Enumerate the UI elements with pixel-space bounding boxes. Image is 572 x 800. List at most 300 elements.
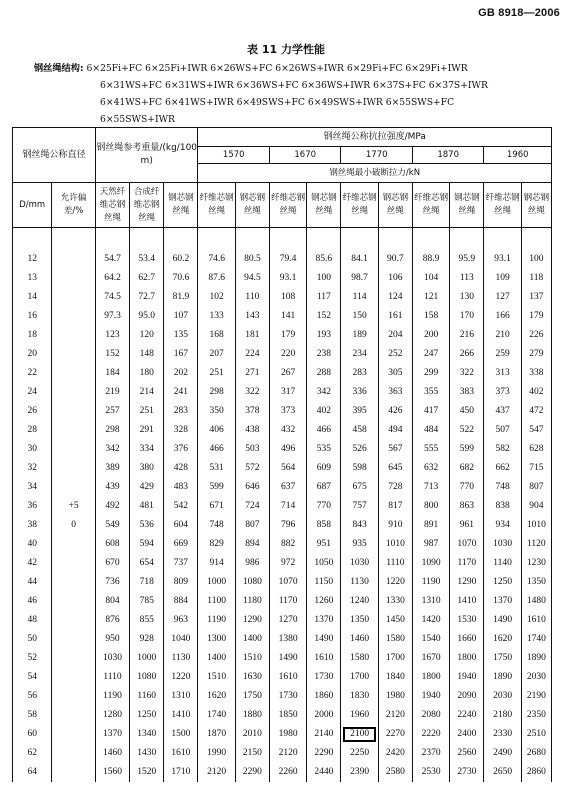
standard-number: GB 8918—2006 <box>478 7 560 19</box>
value-cell: 1050 <box>307 554 341 573</box>
value-cell: 298 <box>95 421 129 440</box>
value-cell: 675 <box>341 478 378 497</box>
value-cell: 972 <box>269 554 306 573</box>
value-cell: 95.9 <box>450 250 484 269</box>
value-cell: 494 <box>378 421 412 440</box>
value-cell: 118 <box>521 269 551 288</box>
diameter-cell: 64 <box>13 763 52 782</box>
value-cell: 1180 <box>235 592 269 611</box>
diameter-cell: 62 <box>13 744 52 763</box>
spacer-cell <box>95 228 129 251</box>
value-cell: 1860 <box>307 687 341 706</box>
value-cell: 148 <box>130 345 164 364</box>
value-cell: 785 <box>130 592 164 611</box>
value-cell: 1190 <box>95 687 129 706</box>
strength-grade: 1570 <box>198 147 269 164</box>
value-cell: 376 <box>164 440 198 459</box>
mechanical-properties-table <box>12 127 552 782</box>
diameter-cell: 20 <box>13 345 52 364</box>
value-cell: 106 <box>378 269 412 288</box>
value-cell: 181 <box>235 326 269 345</box>
value-cell: 950 <box>95 630 129 649</box>
value-cell: 736 <box>95 573 129 592</box>
fiber-core-header: 纤维芯钢丝绳 <box>341 183 378 228</box>
value-cell: 1450 <box>378 611 412 630</box>
value-cell: 1870 <box>198 725 235 744</box>
value-cell: 2140 <box>307 725 341 744</box>
value-cell: 1140 <box>484 554 521 573</box>
value-cell: 402 <box>307 402 341 421</box>
value-cell: 1540 <box>412 630 449 649</box>
value-cell: 322 <box>235 383 269 402</box>
value-cell: 1250 <box>484 573 521 592</box>
value-cell: 1350 <box>521 573 551 592</box>
value-cell: 1070 <box>269 573 306 592</box>
value-cell: 2000 <box>307 706 341 725</box>
value-cell: 124 <box>378 288 412 307</box>
value-cell: 252 <box>378 345 412 364</box>
value-cell: 1830 <box>341 687 378 706</box>
value-cell: 1310 <box>164 687 198 706</box>
value-cell: 843 <box>341 516 378 535</box>
value-cell: 450 <box>450 402 484 421</box>
diameter-cell: 54 <box>13 668 52 687</box>
value-cell: 2220 <box>412 725 449 744</box>
value-cell: 1010 <box>521 516 551 535</box>
value-cell: 1850 <box>269 706 306 725</box>
value-cell: 1110 <box>95 668 129 687</box>
value-cell: 1890 <box>521 649 551 668</box>
spacer-cell <box>521 228 551 251</box>
value-cell: 604 <box>164 516 198 535</box>
steel-core-header: 钢芯钢丝绳 <box>235 183 269 228</box>
value-cell: 200 <box>412 326 449 345</box>
value-cell: 1220 <box>378 573 412 592</box>
value-cell: 1260 <box>307 592 341 611</box>
value-cell: 522 <box>450 421 484 440</box>
fiber-core-header: 纤维芯钢丝绳 <box>198 183 235 228</box>
value-cell: 1150 <box>307 573 341 592</box>
value-cell: 2560 <box>450 744 484 763</box>
value-cell: 1070 <box>450 535 484 554</box>
value-cell: 383 <box>450 383 484 402</box>
d-mm-header: D/mm <box>13 183 52 228</box>
value-cell: 609 <box>307 459 341 478</box>
diameter-cell: 42 <box>13 554 52 573</box>
value-cell: 1400 <box>198 649 235 668</box>
value-cell: 484 <box>412 421 449 440</box>
value-cell: 1700 <box>378 649 412 668</box>
value-cell: 84.1 <box>341 250 378 269</box>
value-cell: 669 <box>164 535 198 554</box>
diameter-cell: 52 <box>13 649 52 668</box>
diameter-cell: 16 <box>13 307 52 326</box>
value-cell: 628 <box>521 440 551 459</box>
value-cell: 1040 <box>164 630 198 649</box>
value-cell: 1490 <box>307 630 341 649</box>
value-cell: 2120 <box>378 706 412 725</box>
value-cell: 549 <box>95 516 129 535</box>
value-cell: 241 <box>164 383 198 402</box>
value-cell: 1370 <box>484 592 521 611</box>
value-cell: 1750 <box>235 687 269 706</box>
value-cell: 714 <box>269 497 306 516</box>
value-cell: 152 <box>307 307 341 326</box>
spacer-cell <box>307 228 341 251</box>
value-cell: 1080 <box>130 668 164 687</box>
value-cell: 437 <box>484 402 521 421</box>
structure-label: 钢丝绳结构: <box>34 63 84 74</box>
value-cell: 1700 <box>341 668 378 687</box>
value-cell: 1030 <box>95 649 129 668</box>
value-cell: 81.9 <box>164 288 198 307</box>
value-cell: 1960 <box>341 706 378 725</box>
value-cell: 93.1 <box>269 269 306 288</box>
steel-core-header: 钢芯钢丝绳 <box>164 183 198 228</box>
value-cell: 1730 <box>269 687 306 706</box>
value-cell: 555 <box>412 440 449 459</box>
value-cell: 1580 <box>341 649 378 668</box>
value-cell: 380 <box>130 459 164 478</box>
value-cell: 481 <box>130 497 164 516</box>
value-cell: 267 <box>269 364 306 383</box>
value-cell: 1510 <box>235 649 269 668</box>
value-cell: 526 <box>341 440 378 459</box>
value-cell: 951 <box>307 535 341 554</box>
value-cell: 62.7 <box>130 269 164 288</box>
value-cell: 876 <box>95 611 129 630</box>
value-cell: 1000 <box>130 649 164 668</box>
fiber-core-header: 纤维芯钢丝绳 <box>484 183 521 228</box>
strength-grade: 1770 <box>341 147 412 164</box>
spacer-cell <box>269 228 306 251</box>
value-cell: 161 <box>378 307 412 326</box>
value-cell: 395 <box>341 402 378 421</box>
value-cell: 807 <box>521 478 551 497</box>
synthetic-fiber-header: 合成纤维芯钢丝绳 <box>130 183 164 228</box>
value-cell: 1420 <box>412 611 449 630</box>
value-cell: 130 <box>450 288 484 307</box>
value-cell: 632 <box>412 459 449 478</box>
diameter-cell: 18 <box>13 326 52 345</box>
value-cell: 882 <box>269 535 306 554</box>
value-cell: 728 <box>378 478 412 497</box>
spacer-cell <box>13 228 52 251</box>
value-cell: 2270 <box>378 725 412 744</box>
value-cell: 1290 <box>235 611 269 630</box>
value-cell: 1170 <box>269 592 306 611</box>
value-cell: 807 <box>235 516 269 535</box>
value-cell: 120 <box>130 326 164 345</box>
value-cell: 1250 <box>130 706 164 725</box>
value-cell: 283 <box>164 402 198 421</box>
value-cell: 53.4 <box>130 250 164 269</box>
value-cell: 216 <box>450 326 484 345</box>
value-cell: 1430 <box>130 744 164 763</box>
break-force-header: 钢丝绳最小破断拉力/kN <box>198 164 552 183</box>
value-cell: 1410 <box>450 592 484 611</box>
value-cell: 1580 <box>378 630 412 649</box>
value-cell: 2490 <box>484 744 521 763</box>
value-cell: 757 <box>341 497 378 516</box>
value-cell: 1080 <box>235 573 269 592</box>
value-cell: 2120 <box>198 763 235 782</box>
value-cell: 135 <box>164 326 198 345</box>
value-cell: 298 <box>198 383 235 402</box>
value-cell: 715 <box>521 459 551 478</box>
value-cell: 858 <box>307 516 341 535</box>
value-cell: 2680 <box>521 744 551 763</box>
value-cell: 1940 <box>450 668 484 687</box>
value-cell: 313 <box>484 364 521 383</box>
value-cell: 671 <box>198 497 235 516</box>
value-cell: 1380 <box>269 630 306 649</box>
value-cell: 238 <box>307 345 341 364</box>
value-cell: 1290 <box>450 573 484 592</box>
value-cell: 748 <box>484 478 521 497</box>
value-cell: 855 <box>130 611 164 630</box>
natural-fiber-header: 天然纤维芯钢丝绳 <box>95 183 129 228</box>
value-cell: 928 <box>130 630 164 649</box>
tolerance-header: 允许偏差/% <box>52 183 96 228</box>
value-cell: 389 <box>95 459 129 478</box>
value-cell: 189 <box>341 326 378 345</box>
spacer-cell <box>378 228 412 251</box>
fiber-core-header: 纤维芯钢丝绳 <box>269 183 306 228</box>
value-cell: 406 <box>198 421 235 440</box>
value-cell: 564 <box>269 459 306 478</box>
value-cell: 884 <box>164 592 198 611</box>
weight-header: 钢丝绳参考重量/(kg/100 m) <box>95 128 198 183</box>
value-cell: 687 <box>307 478 341 497</box>
value-cell: 87.6 <box>198 269 235 288</box>
value-cell: 378 <box>235 402 269 421</box>
value-cell: 291 <box>130 421 164 440</box>
value-cell: 80.5 <box>235 250 269 269</box>
structure-line-3: 6×41WS+FC 6×41WS+IWR 6×49SWS+FC 6×49SWS+IWR 6×55SWS+FC <box>100 97 455 108</box>
value-cell: 645 <box>378 459 412 478</box>
value-cell: 334 <box>130 440 164 459</box>
value-cell: 1130 <box>341 573 378 592</box>
value-cell: 507 <box>484 421 521 440</box>
value-cell: 2730 <box>450 763 484 782</box>
value-cell: 143 <box>235 307 269 326</box>
value-cell: 1980 <box>269 725 306 744</box>
value-cell: 1280 <box>95 706 129 725</box>
value-cell: 70.6 <box>164 269 198 288</box>
value-cell: 109 <box>484 269 521 288</box>
value-cell: 535 <box>307 440 341 459</box>
value-cell: 1160 <box>130 687 164 706</box>
value-cell: 202 <box>164 364 198 383</box>
value-cell: 1730 <box>307 668 341 687</box>
value-cell: 90.7 <box>378 250 412 269</box>
value-cell: 74.6 <box>198 250 235 269</box>
value-cell: 724 <box>235 497 269 516</box>
value-cell: 305 <box>378 364 412 383</box>
steel-core-header: 钢芯钢丝绳 <box>521 183 551 228</box>
value-cell: 1840 <box>378 668 412 687</box>
value-cell: 800 <box>412 497 449 516</box>
value-cell: 117 <box>307 288 341 307</box>
diameter-cell: 40 <box>13 535 52 554</box>
value-cell: 317 <box>269 383 306 402</box>
value-cell: 654 <box>130 554 164 573</box>
value-cell: 1500 <box>164 725 198 744</box>
value-cell: 1880 <box>235 706 269 725</box>
diameter-cell: 32 <box>13 459 52 478</box>
value-cell: 428 <box>164 459 198 478</box>
value-cell: 152 <box>95 345 129 364</box>
value-cell: 1030 <box>484 535 521 554</box>
value-cell: 2350 <box>521 706 551 725</box>
diameter-cell: 44 <box>13 573 52 592</box>
value-cell: 2090 <box>450 687 484 706</box>
value-cell: 93.1 <box>484 250 521 269</box>
value-cell: 110 <box>235 288 269 307</box>
value-cell: 226 <box>521 326 551 345</box>
value-cell: 2240 <box>450 706 484 725</box>
value-cell: 432 <box>269 421 306 440</box>
value-cell: 1610 <box>269 668 306 687</box>
value-cell: 2420 <box>378 744 412 763</box>
value-cell: 1670 <box>412 649 449 668</box>
value-cell: 2650 <box>484 763 521 782</box>
value-cell: 2530 <box>412 763 449 782</box>
value-cell: 1220 <box>164 668 198 687</box>
spacer-cell <box>235 228 269 251</box>
diameter-cell: 36 <box>13 497 52 516</box>
value-cell: 809 <box>164 573 198 592</box>
fiber-core-header: 纤维芯钢丝绳 <box>412 183 449 228</box>
diameter-header: 钢丝绳公称直径 <box>13 128 96 183</box>
value-cell: 224 <box>235 345 269 364</box>
value-cell: 2100 <box>341 725 378 744</box>
value-cell: 363 <box>378 383 412 402</box>
value-cell: 863 <box>450 497 484 516</box>
tolerance-cell: +5 0 <box>52 250 96 782</box>
value-cell: 373 <box>269 402 306 421</box>
value-cell: 682 <box>450 459 484 478</box>
value-cell: 1740 <box>521 630 551 649</box>
rope-structure <box>34 60 564 128</box>
value-cell: 114 <box>341 288 378 307</box>
value-cell: 1120 <box>521 535 551 554</box>
value-cell: 1460 <box>341 630 378 649</box>
strength-grade: 1960 <box>484 147 552 164</box>
value-cell: 251 <box>130 402 164 421</box>
value-cell: 137 <box>521 288 551 307</box>
value-cell: 193 <box>307 326 341 345</box>
value-cell: 141 <box>269 307 306 326</box>
value-cell: 342 <box>95 440 129 459</box>
value-cell: 1110 <box>378 554 412 573</box>
value-cell: 1400 <box>235 630 269 649</box>
value-cell: 299 <box>412 364 449 383</box>
value-cell: 98.7 <box>341 269 378 288</box>
value-cell: 531 <box>198 459 235 478</box>
value-cell: 2860 <box>521 763 551 782</box>
value-cell: 817 <box>378 497 412 516</box>
value-cell: 373 <box>484 383 521 402</box>
diameter-cell: 22 <box>13 364 52 383</box>
table-row <box>13 250 552 269</box>
value-cell: 204 <box>378 326 412 345</box>
value-cell: 54.7 <box>95 250 129 269</box>
diameter-cell: 26 <box>13 402 52 421</box>
value-cell: 582 <box>484 440 521 459</box>
value-cell: 1510 <box>198 668 235 687</box>
value-cell: 1460 <box>95 744 129 763</box>
value-cell: 567 <box>378 440 412 459</box>
value-cell: 279 <box>521 345 551 364</box>
structure-line-1: 钢丝绳结构: 6×25Fi+FC 6×25Fi+IWR 6×26WS+FC 6×26WS+IWR 6×29Fi+FC 6×29Fi+IWR <box>34 63 468 74</box>
diameter-cell: 48 <box>13 611 52 630</box>
value-cell: 2370 <box>412 744 449 763</box>
value-cell: 322 <box>450 364 484 383</box>
value-cell: 220 <box>269 345 306 364</box>
value-cell: 2390 <box>341 763 378 782</box>
value-cell: 1030 <box>341 554 378 573</box>
value-cell: 910 <box>378 516 412 535</box>
value-cell: 426 <box>378 402 412 421</box>
steel-core-header: 钢芯钢丝绳 <box>307 183 341 228</box>
value-cell: 1890 <box>484 668 521 687</box>
value-cell: 1000 <box>198 573 235 592</box>
value-cell: 914 <box>198 554 235 573</box>
value-cell: 2180 <box>484 706 521 725</box>
value-cell: 737 <box>164 554 198 573</box>
value-cell: 207 <box>198 345 235 364</box>
diameter-cell: 14 <box>13 288 52 307</box>
diameter-cell: 24 <box>13 383 52 402</box>
value-cell: 2510 <box>521 725 551 744</box>
diameter-cell: 58 <box>13 706 52 725</box>
value-cell: 963 <box>164 611 198 630</box>
value-cell: 72.7 <box>130 288 164 307</box>
value-cell: 113 <box>450 269 484 288</box>
value-cell: 1990 <box>198 744 235 763</box>
value-cell: 1620 <box>484 630 521 649</box>
value-cell: 770 <box>307 497 341 516</box>
diameter-cell: 13 <box>13 269 52 288</box>
value-cell: 646 <box>235 478 269 497</box>
value-cell: 458 <box>341 421 378 440</box>
value-cell: 496 <box>269 440 306 459</box>
value-cell: 1190 <box>198 611 235 630</box>
value-cell: 1310 <box>412 592 449 611</box>
value-cell: 536 <box>130 516 164 535</box>
diameter-cell: 38 <box>13 516 52 535</box>
value-cell: 179 <box>521 307 551 326</box>
value-cell: 1480 <box>521 592 551 611</box>
value-cell: 594 <box>130 535 164 554</box>
value-cell: 1710 <box>164 763 198 782</box>
value-cell: 342 <box>307 383 341 402</box>
value-cell: 718 <box>130 573 164 592</box>
value-cell: 1410 <box>164 706 198 725</box>
value-cell: 838 <box>484 497 521 516</box>
value-cell: 88.9 <box>412 250 449 269</box>
value-cell: 935 <box>341 535 378 554</box>
value-cell: 1530 <box>450 611 484 630</box>
value-cell: 466 <box>198 440 235 459</box>
value-cell: 1090 <box>412 554 449 573</box>
spacer-cell <box>450 228 484 251</box>
diameter-cell: 34 <box>13 478 52 497</box>
value-cell: 1330 <box>378 592 412 611</box>
value-cell: 133 <box>198 307 235 326</box>
